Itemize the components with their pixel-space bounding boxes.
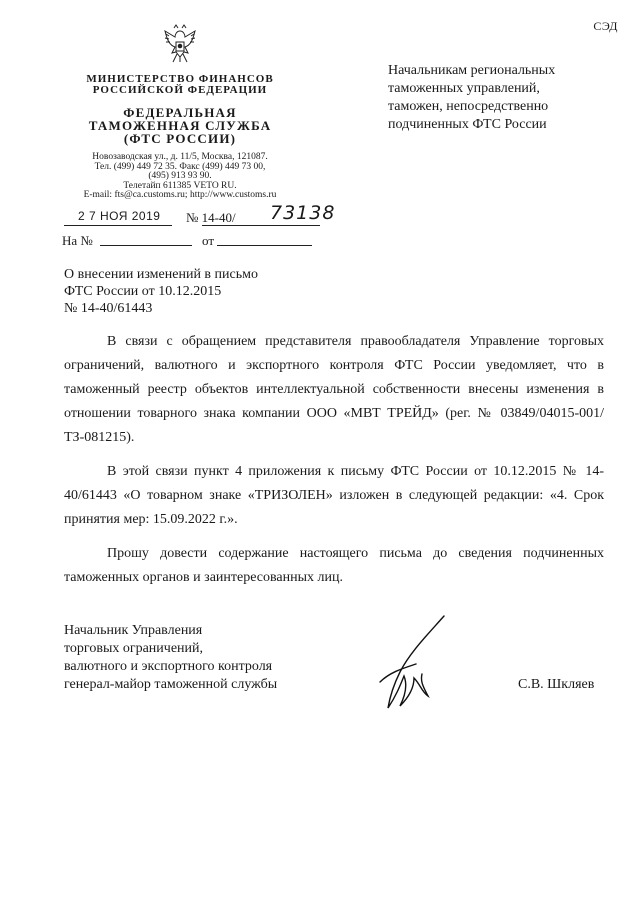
- document-mark: СЭД: [593, 19, 618, 33]
- service-line: ФЕДЕРАЛЬНАЯ: [123, 105, 237, 120]
- recipient-line: Начальникам региональных: [388, 63, 556, 78]
- reply-to-label: На №: [62, 233, 93, 248]
- handwritten-number: 73138: [270, 202, 336, 224]
- body-paragraph: Прошу довести содержание настоящего письма до сведения подчиненных таможенных органов и заинтересованных лиц.: [64, 546, 604, 585]
- reply-date-blank: [217, 245, 312, 246]
- subject-line: О внесении изменений в письмо: [64, 267, 258, 282]
- signatory-position: [64, 622, 324, 694]
- ministry-name: [62, 74, 298, 96]
- from-label: от: [202, 233, 215, 248]
- handwritten-signature: [370, 612, 450, 714]
- ministry-line: РОССИЙСКОЙ ФЕДЕРАЦИИ: [92, 84, 268, 96]
- signatory-name: С.В. Шкляев: [518, 677, 595, 692]
- number-label: №: [186, 210, 199, 225]
- subject-line: № 14-40/61443: [64, 301, 153, 316]
- contact-details: [62, 153, 298, 201]
- recipient-line: таможенных управлений,: [388, 81, 540, 96]
- number-prefix: 14-40/: [201, 210, 236, 225]
- body-paragraph: В связи с обращением представителя правообладателя Управление торговых ограничений, валютного и экспортного контроля ФТС России уведомляет, что в таможенный реестр объектов интеллектуальной собственности внесены изменения в отношении товарного знака компании ООО «МВТ ТРЕЙД» (рег. № 03849/04015-001/ТЗ-081215).: [64, 334, 604, 445]
- address-line: Новозаводская ул., д. 11/5, Москва, 121087.: [92, 152, 268, 162]
- date-underline: [64, 225, 172, 226]
- recipients-block: [388, 62, 608, 134]
- subject-block: [64, 266, 324, 317]
- reply-reference-line: [62, 233, 322, 249]
- teletype-line: Телетайп 611385 VETO RU.: [123, 180, 237, 191]
- ministry-line: МИНИСТЕРСТВО ФИНАНСОВ: [86, 73, 274, 85]
- recipient-line: подчиненных ФТС России: [388, 117, 547, 132]
- position-line: валютного и экспортного контроля: [64, 659, 273, 674]
- reply-number-blank: [100, 245, 192, 246]
- number-underline: [202, 225, 320, 226]
- registration-line: [62, 202, 336, 227]
- service-line: ТАМОЖЕННАЯ СЛУЖБА: [88, 118, 272, 133]
- body-paragraph: В этой связи пункт 4 приложения к письму ФТС России от 10.12.2015 № 14-40/61443 «О товарном знаке «ТРИЗОЛЕН» изложен в следующей редакции: «4. Срок принятия мер: 15.09.2022 г.».: [64, 464, 604, 527]
- coat-of-arms-emblem: [160, 22, 200, 68]
- registration-date-stamp: 2 7 НОЯ 2019: [78, 209, 161, 223]
- service-line: (ФТС РОССИИ): [123, 131, 237, 146]
- service-name: [62, 106, 298, 145]
- letter-body: [64, 330, 604, 600]
- email-line: E-mail: fts@ca.customs.ru; http://www.customs.ru: [83, 190, 277, 200]
- recipient-line: таможен, непосредственно: [388, 99, 549, 114]
- position-line: торговых ограничений,: [64, 641, 204, 656]
- position-line: Начальник Управления: [64, 623, 203, 638]
- position-line: генерал-майор таможенной службы: [64, 677, 278, 692]
- subject-line: ФТС России от 10.12.2015: [64, 284, 222, 299]
- phone-line: (495) 913 93 90.: [148, 171, 212, 181]
- phone-line: Тел. (499) 449 72 35. Факс (499) 449 73 00,: [94, 161, 266, 172]
